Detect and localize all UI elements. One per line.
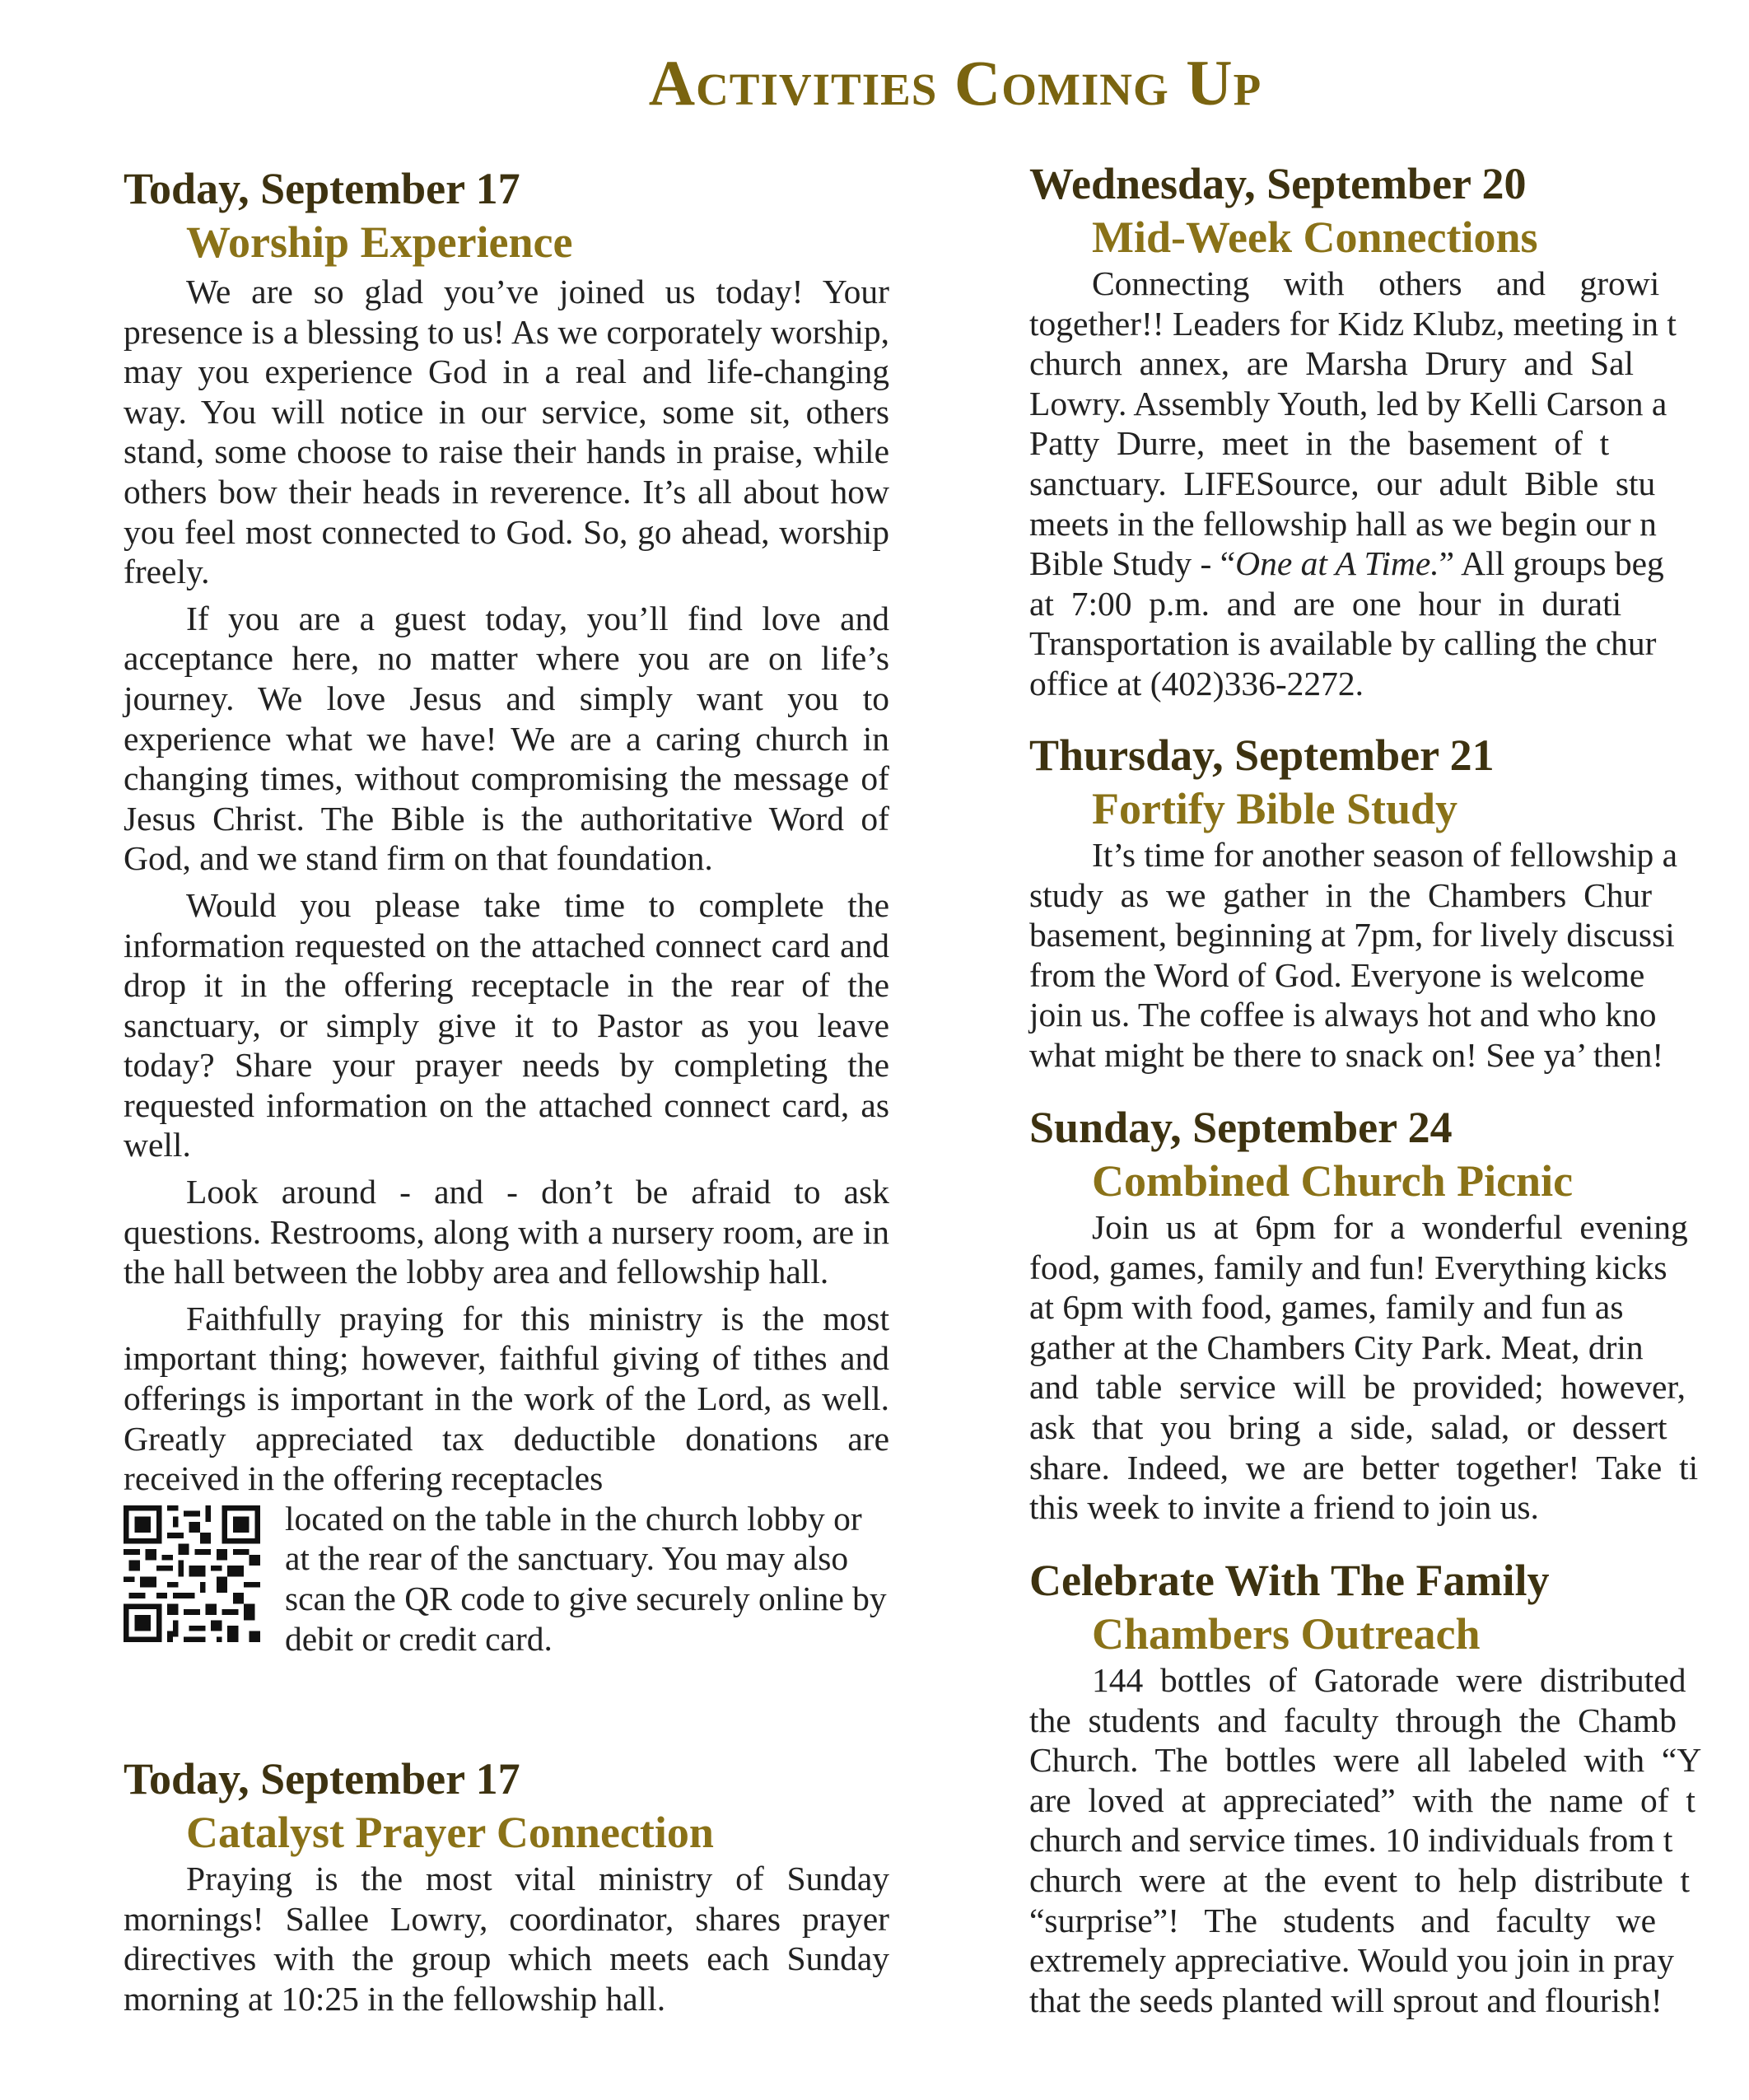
text-line: at 7:00 p.m. and are one hour in durati [1029, 584, 1622, 623]
paragraph: We are so glad you’ve joined us today! Your presence is a blessing to us! As we corporately worship, may you experience God in a real and life-changing way. You will notice in our service, some sit, others stand, some choose to raise their hands in praise, while others bow their heads in reverence. It’s all about how you feel most connected to God. So, go ahead, worship freely. [124, 273, 889, 591]
text-line: are loved at appreciated” with the name of t [1029, 1780, 1695, 1819]
text-line: that the seeds planted will sprout and flourish! [1029, 1981, 1663, 2019]
text-line: church and service times. 10 individuals from t [1029, 1821, 1673, 1860]
text-line: share. Indeed, we are better together! Take ti [1029, 1448, 1699, 1486]
qr-code-icon[interactable] [124, 1505, 260, 1642]
text-segment: ” All groups beg [1439, 544, 1664, 583]
section-mid-week-connections [1029, 156, 1749, 704]
text-line: meets in the fellowship hall as we begin our n [1029, 504, 1657, 543]
text-line: basement, beginning at 7pm, for lively discussi [1029, 916, 1675, 954]
text-line: Join us at 6pm for a wonderful evening [1092, 1208, 1688, 1246]
event-title: Combined Church Picnic [1092, 1156, 1574, 1206]
paragraph: If you are a guest today, you’ll find love and acceptance here, no matter where you are on life’s journey. We love Jesus and simply want you to experience what we have! We are a caring church in changing times, without compromising the message of Jesus Christ. The Bible is the authoritative Word of God, and we stand firm on that foundation. [124, 599, 889, 878]
text-line: the students and faculty through the Chamb [1029, 1701, 1677, 1739]
text-line: this week to invite a friend to join us. [1029, 1488, 1539, 1527]
event-title: Fortify Bible Study [1092, 784, 1458, 833]
text-line: Patty Durre, meet in the basement of t [1029, 424, 1610, 463]
date-heading: Celebrate With The Family [1029, 1556, 1550, 1605]
text-line: Transportation is available by calling the chur [1029, 624, 1657, 663]
text-line: church annex, are Marsha Drury and Sal [1029, 344, 1635, 383]
text-line: study as we gather in the Chambers Chur [1029, 875, 1653, 914]
text-segment: Bible Study - “ [1029, 544, 1236, 583]
text-line: office at (402)336-2272. [1029, 664, 1364, 702]
text-line: and table service will be provided; however, [1029, 1368, 1686, 1407]
paragraph: Look around - and - don’t be afraid to ask questions. Restrooms, along with a nursery room, are in the hall between the lobby area and fellowship hall. [124, 1173, 889, 1291]
paragraph: Would you please take time to complete the information requested on the attached connect card and drop it in the offering receptacle in the rear of the sanctuary, or simply give it to Pastor as you leave today? Share your prayer needs by completing the requested information on the attached connect card, as well. [124, 885, 889, 1164]
section-chambers-outreach [1029, 1553, 1749, 2020]
text-line [1029, 544, 1749, 584]
text-line: at 6pm with food, games, family and fun as [1029, 1288, 1624, 1327]
event-title: Worship Experience [186, 217, 573, 267]
text-line: Lowry. Assembly Youth, led by Kelli Carson a [1029, 384, 1667, 422]
page-title: Activities Coming Up [648, 47, 1262, 119]
text-line: extremely appreciative. Would you join in pray [1029, 1941, 1675, 1980]
event-title: Chambers Outreach [1092, 1609, 1481, 1659]
date-heading: Wednesday, September 20 [1029, 159, 1527, 208]
date-heading: Today, September 17 [124, 1754, 520, 1804]
qr-giving-block [124, 1499, 889, 1659]
text-line: Church. The bottles were all labeled with “Y [1029, 1741, 1702, 1780]
text-line: “surprise”! The students and faculty we [1029, 1901, 1657, 1939]
date-heading: Thursday, September 21 [1029, 730, 1495, 780]
date-heading: Today, September 17 [124, 164, 520, 213]
text-line: food, games, family and fun! Everything kicks [1029, 1248, 1667, 1286]
text-line: together!! Leaders for Kidz Klubz, meeting in t [1029, 304, 1677, 343]
text-line: join us. The coffee is always hot and who kno [1029, 996, 1657, 1034]
section-combined-church-picnic [1029, 1100, 1749, 1528]
section-catalyst-prayer [124, 1752, 889, 2018]
text-line: church were at the event to help distribute t [1029, 1860, 1691, 1899]
qr-giving-text: located on the table in the church lobby or at the rear of the sanctuary. You may also scan the QR code to give securely online by debit or credit card. [285, 1499, 887, 1658]
text-line: Connecting with others and growi [1092, 264, 1660, 302]
text-line: ask that you bring a side, salad, or dessert [1029, 1407, 1667, 1446]
section-fortify-bible-study [1029, 728, 1749, 1076]
text-line: sanctuary. LIFESource, our adult Bible stu [1029, 464, 1656, 502]
text-line: gather at the Chambers City Park. Meat, drin [1029, 1328, 1644, 1366]
event-title: Mid-Week Connections [1092, 212, 1538, 262]
text-line: what might be there to snack on! See ya’ then! [1029, 1035, 1664, 1074]
text-line: It’s time for another season of fellowship a [1092, 836, 1678, 874]
paragraph: Faithfully praying for this ministry is the most important thing; however, faithful giving of tithes and offerings is important in the work of the Lord, as well. Greatly appreciated tax deductible donations are received in the offering receptacles [124, 1299, 889, 1498]
text-line: from the Word of God. Everyone is welcome [1029, 955, 1645, 994]
paragraph: Praying is the most vital ministry of Sunday mornings! Sallee Lowry, coordinator, shares prayer directives with the group which meets each Sunday morning at 10:25 in the fellowship hall. [124, 1860, 889, 2018]
date-heading: Sunday, September 24 [1029, 1103, 1453, 1152]
study-title: One at A Time. [1235, 544, 1439, 583]
text-line: 144 bottles of Gatorade were distributed [1092, 1661, 1686, 1699]
section-worship-experience [124, 161, 889, 1659]
event-title: Catalyst Prayer Connection [186, 1808, 714, 1857]
